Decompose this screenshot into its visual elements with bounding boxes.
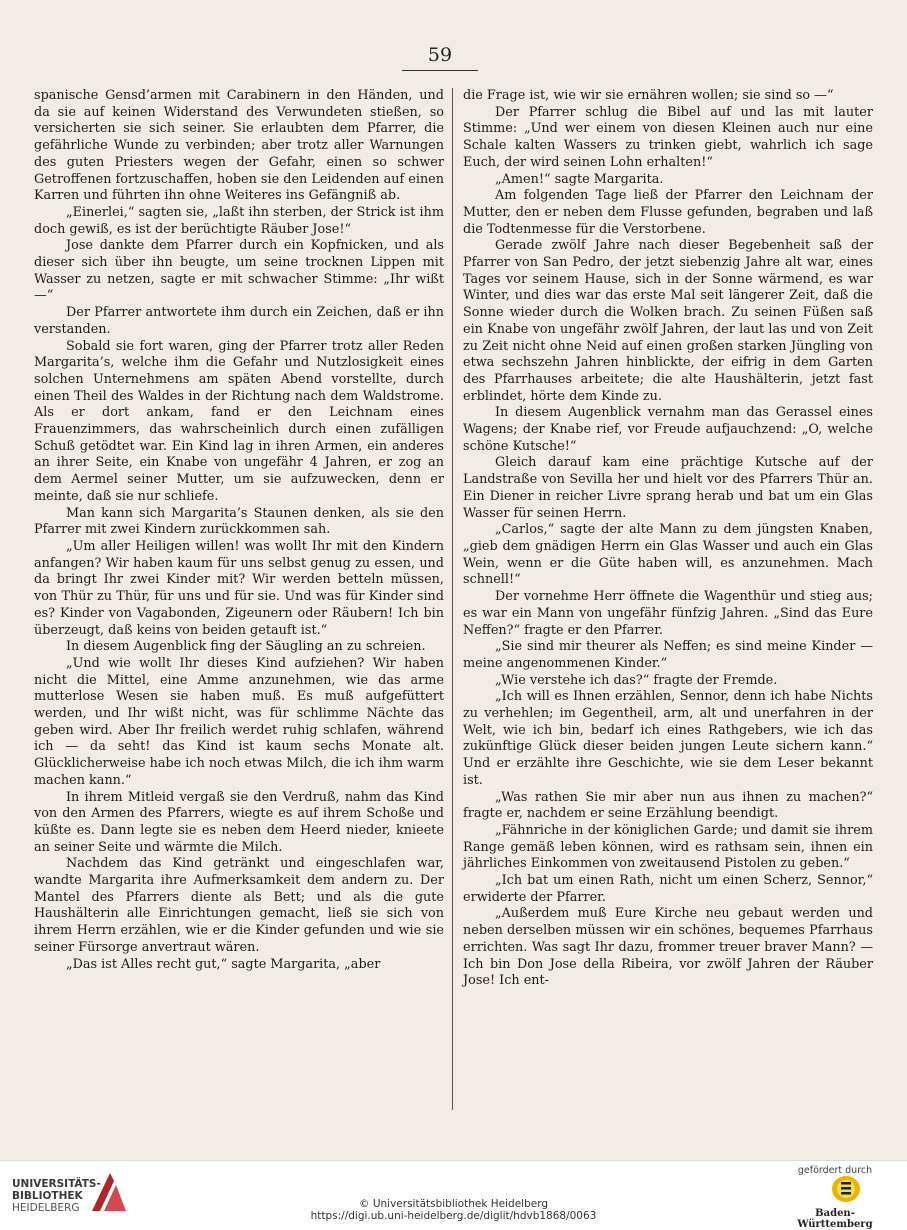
paragraph: „Wie verstehe ich das?“ fragte der Fremde. <box>495 672 778 688</box>
right-column <box>463 88 873 990</box>
paragraph: die Frage ist, wie wir sie ernähren wollen; sie sind so —“ <box>463 88 834 103</box>
paragraph: Der Pfarrer antwortete ihm durch ein Zeichen, daß er ihn verstanden. <box>34 305 444 337</box>
paragraph: „Ich will es Ihnen erzählen, Sennor, denn ich habe Nichts zu verhehlen; im Gegentheil, arm, alt und unerfahren in der Welt, wie ich bin, bedarf ich eines Rathgebers, wie ich das zukünftige Glück dieser beiden jungen Leute sichern kann.“ Und er erzählte ihre Geschichte, wie sie dem Leser bekannt ist. <box>463 689 873 788</box>
paragraph: Sobald sie fort waren, ging der Pfarrer trotz aller Reden Margarita’s, welche ihm die Gefahr und Nutzlosigkeit eines solchen Unternehmens am späten Abend vorstellte, durch einen Theil des Waldes in der Richtung nach dem Waldstrome. Als er dort ankam, fand er den Leichnam eines Frauenzimmers, das wahrscheinlich durch einen zufälligen Schuß getödtet war. Ein Kind lag in ihren Armen, ein anderes an ihrer Seite, ein Knabe von ungefähr 4 Jahren, er zog an dem Aermel seiner Mutter, um sie aufzuwecken, denn er meinte, daß sie nur schliefe. <box>34 338 444 504</box>
paragraph: „Amen!“ sagte Margarita. <box>495 171 664 187</box>
library-name-line3: HEIDELBERG <box>12 1202 80 1214</box>
paragraph: „Was rathen Sie mir aber nun aus ihnen zu machen?“ fragte er, nachdem er seine Erzählung beendigt. <box>463 789 873 822</box>
paragraph: Jose dankte dem Pfarrer durch ein Kopfnicken, und als dieser sich über ihn beugte, um seine trocknen Lippen mit Wasser zu netzen, sagte er mit schwacher Stimme: „Ihr wißt —“ <box>34 238 444 304</box>
paragraph: In diesem Augenblick fing der Säugling an zu schreien. <box>66 639 426 655</box>
permalink-url[interactable]: https://digi.ub.uni-heidelberg.de/diglit/hdvb1868/0063 <box>310 1210 597 1222</box>
column-divider <box>452 88 453 1110</box>
paragraph: spanische Gensd’armen mit Carabinern in den Händen, und da sie auf keinen Widerstand des Verwundeten stießen, so versicherten sie sich seiner. Sie erlaubten dem Pfarrer, die gefährliche Wunde zu verbinden; aber trotz aller Warnungen des guten Priesters wegen der Gefahr, einen so schwer Getroffenen fortzuschaffen, hoben sie den Leidenden auf einen Karren und führten ihn ohne Weiteres ins Gefängniß ab. <box>34 88 444 204</box>
paragraph: Gleich darauf kam eine prächtige Kutsche auf der Landstraße von Sevilla her und hielt vor des Pfarrers Thür an. Ein Diener in reicher Livre sprang herab und bat um ein Glas Wasser für seinen Herrn. <box>463 455 873 521</box>
paragraph: Am folgenden Tage ließ der Pfarrer den Leichnam der Mutter, den er neben dem Flusse gefunden, begraben und laß die Todtenmesse für die Verstorbene. <box>463 188 873 237</box>
left-column <box>34 88 444 973</box>
paragraph: „Fähnriche in der königlichen Garde; und damit sie ihrem Range gemäß leben können, wird es rathsam sein, ihnen ein jährliches Einkommen von zweitausend Pistolen zu geben.“ <box>463 822 873 872</box>
paragraph: „Das ist Alles recht gut,“ sagte Margarita, „aber <box>66 956 381 972</box>
paragraph: „Und wie wollt Ihr dieses Kind aufziehen? Wir haben nicht die Mittel, eine Amme anzunehmen, wie das arme mutterlose Wesen sie haben muß. Es muß aufgefüttert werden, und Ihr wißt nicht, was für schlimme Nächte das geben wird. Aber Ihr freilich werdet ruhig schlafen, während ich — da seht! das Kind ist kaum sechs Monate alt. Glücklicherweise habe ich noch etwas Milch, die ich ihm warm machen kann.“ <box>34 655 444 788</box>
library-name-line2: BIBLIOTHEK <box>12 1190 83 1202</box>
sponsor-name: Baden-Württemberg <box>797 1208 873 1230</box>
paragraph: Der vornehme Herr öffnete die Wagenthür und stieg aus; es war ein Mann von ungefähr fünfzig Jahren. „Sind das Eure Neffen?“ fragte er den Pfarrer. <box>463 589 873 638</box>
paragraph: Nachdem das Kind getränkt und eingeschlafen war, wandte Margarita ihre Aufmerksamkeit dem andern zu. Der Mantel des Pfarrers diente als Bett; und als die gute Haushälterin alle Einrichtungen gemacht, ließ sie sich von ihrem Herrn erzählen, wie er die Kinder gefunden und wie sie seiner Fürsorge anvertraut wären. <box>34 856 444 955</box>
paragraph: „Ich bat um einen Rath, nicht um einen Scherz, Sennor,“ erwiderte der Pfarrer. <box>463 873 873 905</box>
paragraph: Der Pfarrer schlug die Bibel auf und las mit lauter Stimme: „Und wer einem von diesen Kleinen auch nur eine Schale kalten Wassers zu trinken giebt, wahrlich ich sage Euch, der wird seinen Lohn erhalten!“ <box>463 104 873 170</box>
paragraph: „Einerlei,“ sagten sie, „laßt ihn sterben, der Strick ist ihm doch gewiß, es ist der berüchtigte Räuber Jose!“ <box>34 204 444 237</box>
paragraph: Man kann sich Margarita’s Staunen denken, als sie den Pfarrer mit zwei Kindern zurückkommen sah. <box>34 505 444 538</box>
library-name-line1: UNIVERSITÄTS- <box>12 1178 101 1190</box>
paragraph: „Um aller Heiligen willen! was wollt Ihr mit den Kindern anfangen? Wir haben kaum für uns selbst genug zu essen, und da bringt Ihr zwei Kinder mit? Wir werden betteln müssen, von Thür zu Thür, für uns und für sie. Und was für Kinder sind es? Kinder von Vagabonden, Zigeunern oder Räubern! Ich bin überzeugt, daß keins von beiden getauft ist.“ <box>34 538 444 638</box>
paragraph: In ihrem Mitleid vergaß sie den Verdruß, nahm das Kind von den Armen des Pfarrers, wiegte es auf ihrem Schoße und küßte es. Dann legte sie es neben dem Heerd nieder, knieete an seiner Seite und wärmte die Milch. <box>34 789 444 855</box>
baden-wuerttemberg-crest-icon <box>828 1174 864 1204</box>
page-number: 59 <box>427 44 453 66</box>
paragraph: „Carlos,“ sagte der alte Mann zu dem jüngsten Knaben, „gieb dem gnädigen Herrn ein Glas Wasser und auch ein Glas Wein, wenn er die Güte haben will, es anzunehmen. Mach schnell!“ <box>463 522 873 588</box>
paragraph: Gerade zwölf Jahre nach dieser Begebenheit saß der Pfarrer von San Pedro, der jetzt siebenzig Jahre alt war, eines Tages vor seinem Hause, sich in der Sonne wärmend, es war Winter, und dies war das erste Mal seit längerer Zeit, daß die Sonne wieder durch die Wolken brach. Zu seinen Füßen saß ein Knabe von ungefähr zwölf Jahren, der laut las und von Zeit zu Zeit nicht ohne Neid auf einen großen starken Jüngling von etwa sechszehn Jahren hinblickte, der eifrig in dem Garten des Pfarrhauses arbeitete; die alte Haushälterin, jetzt fast erblindet, hörte dem Kinde zu. <box>463 238 873 404</box>
paragraph: „Außerdem muß Eure Kirche neu gebaut werden und neben derselben müssen wir ein schönes, bequemes Pfarrhaus errichten. Was sagt Ihr dazu, frommer treuer braver Mann? — Ich bin Don Jose della Ribeira, vor zwölf Jahren der Räuber Jose! Ich ent- <box>463 906 873 989</box>
sponsor-label: gefördert durch <box>797 1165 873 1176</box>
header-rule <box>402 70 478 71</box>
paragraph: „Sie sind mir theurer als Neffen; es sind meine Kinder — meine angenommenen Kinder.“ <box>463 639 873 671</box>
copyright-text: © Universitätsbibliothek Heidelberg <box>358 1198 548 1210</box>
paragraph: In diesem Augenblick vernahm man das Gerassel eines Wagens; der Knabe rief, vor Freude aufjauchzend: „O, welche schöne Kutsche!“ <box>463 405 873 454</box>
